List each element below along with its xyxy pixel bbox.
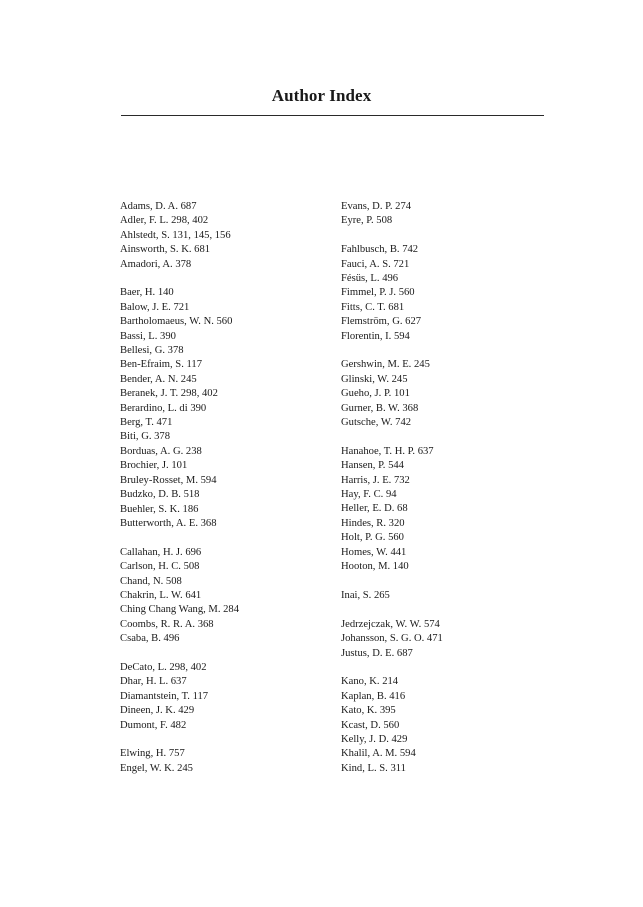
- index-entry: Brochier, J. 101: [120, 460, 188, 472]
- index-entry: Gershwin, M. E. 245: [341, 359, 430, 371]
- index-entry: Kind, L. S. 311: [341, 762, 406, 774]
- index-entry: Csaba, B. 496: [120, 633, 180, 645]
- index-entry: Dumont, F. 482: [120, 719, 187, 731]
- index-entry: Biti, G. 378: [120, 431, 171, 443]
- index-entry: Bassi, L. 390: [120, 330, 176, 342]
- index-entry: Diamantstein, T. 117: [120, 690, 209, 702]
- index-entry: Balow, J. E. 721: [120, 301, 190, 313]
- index-entry: Evans, D. P. 274: [341, 201, 412, 212]
- index-entry: Chand, N. 508: [120, 575, 182, 587]
- index-entry: Adler, F. L. 298, 402: [120, 215, 209, 227]
- index-entry: Hooton, M. 140: [341, 561, 409, 573]
- letter-group-a: [120, 200, 320, 272]
- index-entry: Fahlbusch, B. 742: [341, 244, 419, 256]
- letter-group-i: [341, 589, 546, 603]
- index-entry: Amadori, A. 378: [120, 258, 192, 270]
- index-entry: Berardino, L. di 390: [120, 402, 207, 414]
- index-entry: Coombs, R. R. A. 368: [120, 618, 214, 630]
- index-entry: Kaplan, B. 416: [341, 690, 406, 702]
- index-entry: Inai, S. 265: [341, 589, 390, 601]
- letter-group-e: [120, 747, 320, 776]
- index-entry: Carlson, H. C. 508: [120, 561, 200, 573]
- index-entry: Florentin, I. 594: [341, 330, 410, 342]
- letter-group-j: [341, 618, 546, 661]
- index-entry: Gurner, B. W. 368: [341, 402, 419, 414]
- index-entry: Bellesi, G. 378: [120, 345, 184, 357]
- index-entry: Gutsche, W. 742: [341, 417, 412, 429]
- index-column-right: [341, 200, 546, 791]
- index-entry: Ainsworth, S. K. 681: [120, 244, 211, 256]
- letter-group-d: [120, 661, 320, 733]
- index-entry: Elwing, H. 757: [120, 748, 185, 760]
- index-entry: Homes, W. 441: [341, 546, 407, 558]
- index-entry: Fimmel, P. J. 560: [341, 287, 415, 299]
- letter-group-k: [341, 675, 546, 776]
- letter-group-g: [341, 358, 546, 430]
- index-entry: Buehler, S. K. 186: [120, 503, 199, 515]
- index-entry: Justus, D. E. 687: [341, 647, 413, 659]
- index-entry: Eyre, P. 508: [341, 215, 393, 227]
- index-entry: Bruley-Rosset, M. 594: [120, 474, 217, 486]
- index-entry: Budzko, D. B. 518: [120, 489, 200, 501]
- index-entry: Baer, H. 140: [120, 287, 174, 299]
- index-entry: Callahan, H. J. 696: [120, 546, 202, 558]
- index-entry: Kato, K. 395: [341, 705, 396, 717]
- index-entry: Adams, D. A. 687: [120, 201, 197, 212]
- letter-group-b: [120, 286, 320, 531]
- title-rule: [121, 115, 544, 116]
- index-entry: Fauci, A. S. 721: [341, 258, 410, 270]
- index-entry: Berg, T. 471: [120, 417, 173, 429]
- index-entry: Dhar, H. L. 637: [120, 676, 187, 688]
- letter-group-c: [120, 546, 320, 647]
- index-entry: Holt, P. G. 560: [341, 532, 404, 544]
- index-entry: Johansson, S. G. O. 471: [341, 633, 443, 645]
- index-column-left: [120, 200, 320, 791]
- index-entry: Khalil, A. M. 594: [341, 748, 416, 760]
- index-entry: Ching Chang Wang, M. 284: [120, 604, 240, 616]
- letter-group-e-cont: [341, 200, 546, 229]
- index-entry: Engel, W. K. 245: [120, 762, 193, 774]
- letter-group-f: [341, 243, 546, 344]
- index-entry: Ben-Efraim, S. 117: [120, 359, 202, 371]
- index-entry: Beranek, J. T. 298, 402: [120, 388, 218, 400]
- index-entry: Gueho, J. P. 101: [341, 388, 410, 400]
- index-entry: Fésüs, L. 496: [341, 273, 399, 285]
- index-entry: Hay, F. C. 94: [341, 489, 397, 501]
- index-entry: Heller, E. D. 68: [341, 503, 408, 515]
- index-entry: Borduas, A. G. 238: [120, 445, 202, 457]
- index-entry: Bender, A. N. 245: [120, 373, 197, 385]
- index-entry: Bartholomaeus, W. N. 560: [120, 316, 233, 328]
- index-entry: Butterworth, A. E. 368: [120, 517, 217, 529]
- index-entry: Dineen, J. K. 429: [120, 705, 195, 717]
- index-entry: Flemström, G. 627: [341, 316, 422, 328]
- index-entry: Jedrzejczak, W. W. 574: [341, 618, 440, 630]
- index-entry: Fitts, C. T. 681: [341, 301, 405, 313]
- index-entry: Chakrin, L. W. 641: [120, 589, 202, 601]
- page-title: Author Index: [271, 86, 372, 105]
- index-entry: Hindes, R. 320: [341, 517, 405, 529]
- index-entry: Kelly, J. D. 429: [341, 733, 408, 745]
- index-entry: DeCato, L. 298, 402: [120, 661, 207, 673]
- index-entry: Ahlstedt, S. 131, 145, 156: [120, 229, 231, 241]
- index-entry: Kano, K. 214: [341, 676, 399, 688]
- letter-group-h: [341, 445, 546, 575]
- index-entry: Kcast, D. 560: [341, 719, 400, 731]
- index-entry: Hansen, P. 544: [341, 460, 404, 472]
- index-entry: Hanahoe, T. H. P. 637: [341, 445, 434, 457]
- index-entry: Harris, J. E. 732: [341, 474, 410, 486]
- index-entry: Glinski, W. 245: [341, 373, 408, 385]
